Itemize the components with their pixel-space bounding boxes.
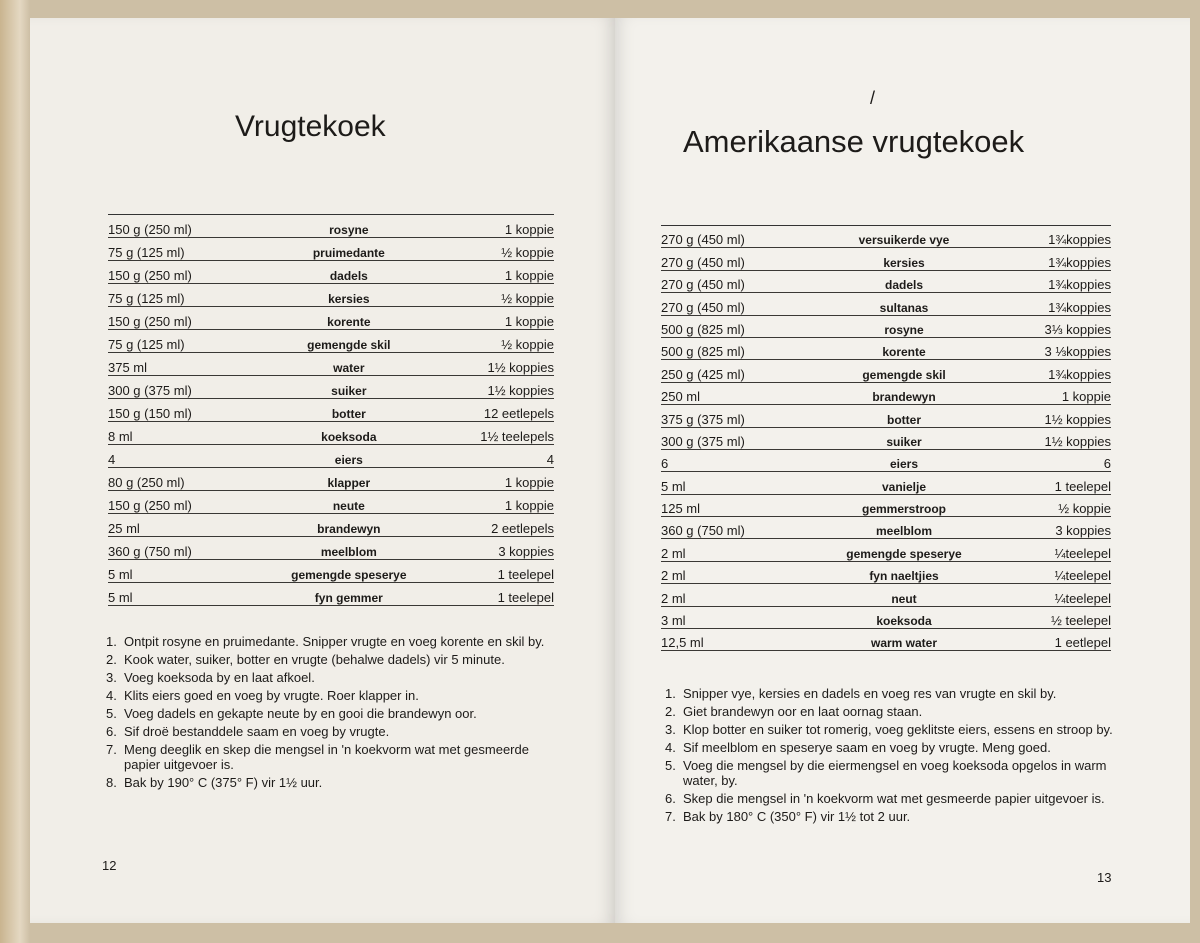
metric-amount: 80 g (250 ml): [108, 475, 185, 490]
ingredient-row: [661, 316, 1111, 338]
metric-amount: 8 ml: [108, 429, 133, 444]
metric-amount: 270 g (450 ml): [661, 254, 745, 270]
method-step: [106, 724, 556, 739]
imperial-amount: 1 koppie: [504, 268, 554, 283]
step-number: 1.: [106, 634, 117, 649]
ingredient-row: [108, 445, 554, 468]
ingredient-name: meelblom: [320, 545, 377, 559]
method-step: [665, 740, 1115, 755]
step-text: Klop botter en suiker tot romerig, voeg geklitste eiers, essens en stroop by.: [683, 722, 1113, 737]
imperial-amount: 3⅓ koppies: [1044, 321, 1111, 337]
method-step: [106, 706, 556, 721]
ingredient-name: vanielje: [881, 479, 927, 494]
page-number: 12: [102, 858, 117, 873]
imperial-amount: 1 koppie: [504, 498, 554, 513]
ingredient-row: [661, 428, 1111, 450]
ingredient-name: fyn gemmer: [314, 591, 383, 605]
imperial-amount: 1½ koppies: [487, 360, 554, 375]
method-step: [106, 688, 556, 703]
ingredient-row: [108, 330, 554, 353]
ingredient-row: [108, 514, 554, 537]
imperial-amount: 1½ teelepels: [480, 429, 554, 444]
page-number: 13: [1097, 870, 1112, 885]
metric-amount: 250 g (425 ml): [661, 366, 745, 382]
ingredient-name: brandewyn: [872, 390, 936, 405]
imperial-amount: 1 eetlepel: [1054, 635, 1111, 651]
metric-amount: 5 ml: [108, 567, 133, 582]
imperial-amount: 1¾koppies: [1048, 254, 1111, 270]
step-number: 8.: [106, 775, 117, 790]
ingredient-name: gemengde speserye: [291, 568, 407, 582]
ingredient-name: suiker: [331, 384, 367, 398]
ingredient-row: [108, 583, 554, 606]
metric-amount: 2 ml: [661, 545, 686, 561]
ingredient-name: sultanas: [879, 300, 929, 315]
ingredient-row: [661, 450, 1111, 472]
metric-amount: 5 ml: [108, 590, 133, 605]
ingredient-row: [661, 293, 1111, 315]
step-text: Bak by 180° C (350° F) vir 1½ tot 2 uur.: [683, 809, 911, 824]
ingredient-row: [661, 517, 1111, 539]
imperial-amount: 2 eetlepels: [491, 521, 554, 536]
step-text: Skep die mengsel in 'n koekvorm wat met gesmeerde papier uitgevoer is.: [683, 791, 1105, 806]
step-number: 6.: [665, 791, 676, 806]
imperial-amount: 1 teelepel: [497, 590, 554, 605]
imperial-amount: 1½ koppies: [1044, 433, 1111, 449]
ingredient-name: fyn naeltjies: [869, 569, 939, 584]
ingredient-row: [661, 338, 1111, 360]
step-number: 3.: [106, 670, 117, 685]
metric-amount: 500 g (825 ml): [661, 321, 745, 337]
ingredient-name: koeksoda: [876, 614, 932, 629]
ingredient-row: [661, 405, 1111, 427]
metric-amount: 270 g (450 ml): [661, 232, 745, 248]
metric-amount: 500 g (825 ml): [661, 344, 745, 360]
metric-amount: 300 g (375 ml): [108, 383, 192, 398]
metric-amount: 4: [108, 452, 116, 467]
metric-amount: 360 g (750 ml): [661, 523, 745, 539]
step-text: Voeg dadels en gekapte neute by en gooi die brandewyn oor.: [124, 706, 477, 721]
metric-amount: 125 ml: [661, 501, 701, 517]
ingredient-name: botter: [331, 407, 366, 421]
ingredient-name: pruimedante: [312, 246, 385, 260]
ingredient-name: water: [333, 361, 365, 375]
ingredient-row: [661, 607, 1111, 629]
ingredient-row: [108, 353, 554, 376]
metric-amount: 270 g (450 ml): [661, 299, 745, 315]
imperial-amount: 4: [546, 452, 554, 467]
method-steps: [665, 686, 1115, 827]
method-step: [106, 775, 556, 790]
metric-amount: 25 ml: [108, 521, 140, 536]
method-step: [106, 634, 556, 649]
metric-amount: 3 ml: [661, 613, 686, 629]
imperial-amount: ½ koppie: [501, 245, 554, 260]
ingredient-name: gemengde skil: [307, 338, 391, 352]
imperial-amount: 1 teelepel: [1054, 478, 1111, 494]
ingredient-name: meelblom: [875, 524, 932, 539]
step-text: Snipper vye, kersies en dadels en voeg res van vrugte en skil by.: [683, 686, 1057, 701]
step-number: 3.: [665, 722, 676, 737]
method-step: [665, 704, 1115, 719]
ingredient-row: [108, 215, 554, 238]
metric-amount: 2 ml: [661, 590, 686, 606]
imperial-amount: ½ koppie: [501, 291, 554, 306]
metric-amount: 75 g (125 ml): [108, 337, 185, 352]
imperial-amount: ¼teelepel: [1054, 590, 1111, 606]
recipe-title: Amerikaanse vrugtekoek: [683, 124, 1025, 159]
ingredient-row: [661, 584, 1111, 606]
metric-amount: 375 g (375 ml): [661, 411, 745, 427]
metric-amount: 150 g (250 ml): [108, 314, 192, 329]
step-text: Sif droë bestanddele saam en voeg by vrugte.: [124, 724, 390, 739]
metric-amount: 5 ml: [661, 478, 686, 494]
method-step: [665, 686, 1115, 701]
ingredient-name: botter: [887, 412, 921, 427]
metric-amount: 375 ml: [108, 360, 148, 375]
step-number: 7.: [665, 809, 676, 824]
ingredient-row: [108, 399, 554, 422]
ingredient-row: [661, 271, 1111, 293]
ingredient-name: klapper: [327, 476, 371, 490]
ingredient-name: gemengde speserye: [846, 546, 962, 561]
ingredient-name: brandewyn: [317, 522, 381, 536]
ingredient-row: [108, 422, 554, 445]
step-text: Voeg koeksoda by en laat afkoel.: [124, 670, 315, 685]
ingredient-row: [661, 248, 1111, 270]
ingredient-row: [108, 468, 554, 491]
imperial-amount: 6: [1103, 456, 1111, 472]
ingredient-name: koeksoda: [321, 430, 377, 444]
left-page: [30, 18, 615, 923]
imperial-amount: 3 ⅓koppies: [1044, 344, 1111, 360]
method-step: [665, 791, 1115, 806]
step-number: 4.: [106, 688, 117, 703]
metric-amount: 75 g (125 ml): [108, 291, 185, 306]
method-step: [106, 742, 556, 772]
step-number: 7.: [106, 742, 117, 757]
metric-amount: 75 g (125 ml): [108, 245, 185, 260]
method-step: [106, 670, 556, 685]
imperial-amount: ½ teelepel: [1051, 613, 1111, 629]
step-text: Sif meelblom en speserye saam en voeg by vrugte. Meng goed.: [683, 740, 1051, 755]
imperial-amount: 3 koppies: [498, 544, 554, 559]
metric-amount: 250 ml: [661, 389, 701, 405]
imperial-amount: ½ koppie: [1058, 501, 1111, 517]
ingredient-name: korente: [327, 315, 371, 329]
metric-amount: 300 g (375 ml): [661, 433, 745, 449]
ingredient-row: [108, 284, 554, 307]
pencil-mark: /: [870, 88, 876, 108]
step-number: 5.: [106, 706, 117, 721]
ingredient-row: [661, 360, 1111, 382]
imperial-amount: 1 koppie: [504, 475, 554, 490]
ingredient-name: kersies: [883, 255, 925, 270]
step-number: 2.: [106, 652, 117, 667]
method-step: [665, 758, 1115, 788]
ingredient-row: [108, 560, 554, 583]
method-step: [665, 722, 1115, 737]
ingredient-row: [661, 383, 1111, 405]
ingredient-name: neute: [332, 499, 365, 513]
step-text: Bak by 190° C (375° F) vir 1½ uur.: [124, 775, 323, 790]
metric-amount: 2 ml: [661, 568, 686, 584]
ingredient-name: rosyne: [884, 322, 924, 337]
ingredient-name: neut: [891, 591, 917, 606]
method-steps: [106, 634, 556, 793]
ingredient-name: gemmerstroop: [861, 502, 947, 517]
ingredient-row: [108, 238, 554, 261]
step-number: 2.: [665, 704, 676, 719]
method-step: [106, 652, 556, 667]
ingredient-name: gemengde skil: [862, 367, 946, 382]
ingredients-table: [108, 214, 554, 606]
step-text: Klits eiers goed en voeg by vrugte. Roer klapper in.: [124, 688, 419, 703]
ingredient-row: [661, 472, 1111, 494]
ingredient-name: korente: [882, 345, 926, 360]
ingredient-name: dadels: [329, 269, 368, 283]
ingredient-name: eiers: [334, 453, 363, 467]
metric-amount: 150 g (250 ml): [108, 222, 192, 237]
ingredient-name: warm water: [870, 636, 938, 651]
ingredient-name: kersies: [328, 292, 370, 306]
ingredient-row: [108, 537, 554, 560]
imperial-amount: 1 koppie: [504, 314, 554, 329]
imperial-amount: 1½ koppies: [1044, 411, 1111, 427]
step-text: Kook water, suiker, botter en vrugte (behalwe dadels) vir 5 minute.: [124, 652, 505, 667]
metric-amount: 270 g (450 ml): [661, 277, 745, 293]
ingredient-row: [108, 376, 554, 399]
imperial-amount: 1 koppie: [504, 222, 554, 237]
step-number: 6.: [106, 724, 117, 739]
imperial-amount: ¼teelepel: [1054, 568, 1111, 584]
imperial-amount: 1¾koppies: [1048, 277, 1111, 293]
metric-amount: 150 g (150 ml): [108, 406, 192, 421]
metric-amount: 150 g (250 ml): [108, 498, 192, 513]
step-text: Voeg die mengsel by die eiermengsel en voeg koeksoda opgelos in warm water, by.: [683, 758, 1107, 788]
step-text: Meng deeglik en skep die mengsel in 'n koekvorm wat met gesmeerde papier uitgevoer is.: [124, 742, 529, 772]
imperial-amount: 1 koppie: [1061, 389, 1111, 405]
ingredient-name: rosyne: [329, 223, 369, 237]
imperial-amount: ½ koppie: [501, 337, 554, 352]
step-number: 5.: [665, 758, 676, 773]
ingredient-row: [661, 539, 1111, 561]
ingredient-row: [108, 307, 554, 330]
recipe-title: Vrugtekoek: [235, 110, 386, 143]
imperial-amount: 12 eetlepels: [483, 406, 554, 421]
step-number: 1.: [665, 686, 676, 701]
ingredient-name: versuikerde vye: [858, 233, 950, 248]
metric-amount: 12,5 ml: [661, 635, 704, 651]
ingredient-row: [108, 491, 554, 514]
ingredient-name: dadels: [884, 278, 923, 293]
metric-amount: 360 g (750 ml): [108, 544, 192, 559]
step-number: 4.: [665, 740, 676, 755]
ingredients-table: [661, 225, 1111, 651]
imperial-amount: 3 koppies: [1055, 523, 1111, 539]
metric-amount: 6: [661, 456, 669, 472]
metric-amount: 150 g (250 ml): [108, 268, 192, 283]
ingredient-name: suiker: [886, 434, 922, 449]
ingredient-row: [661, 562, 1111, 584]
ingredient-row: [661, 495, 1111, 517]
ingredient-name: eiers: [889, 457, 919, 472]
imperial-amount: 1¾koppies: [1048, 299, 1111, 315]
imperial-amount: 1 teelepel: [497, 567, 554, 582]
imperial-amount: 1¾koppies: [1048, 232, 1111, 248]
imperial-amount: 1¾koppies: [1048, 366, 1111, 382]
ingredient-row: [108, 261, 554, 284]
ingredient-row: [661, 629, 1111, 651]
imperial-amount: ¼teelepel: [1054, 545, 1111, 561]
method-step: [665, 809, 1115, 824]
ingredient-row: [661, 226, 1111, 248]
right-page: [615, 18, 1190, 923]
step-text: Ontpit rosyne en pruimedante. Snipper vrugte en voeg korente en skil by.: [124, 634, 545, 649]
imperial-amount: 1½ koppies: [487, 383, 554, 398]
step-text: Giet brandewyn oor en laat oornag staan.: [683, 704, 923, 719]
